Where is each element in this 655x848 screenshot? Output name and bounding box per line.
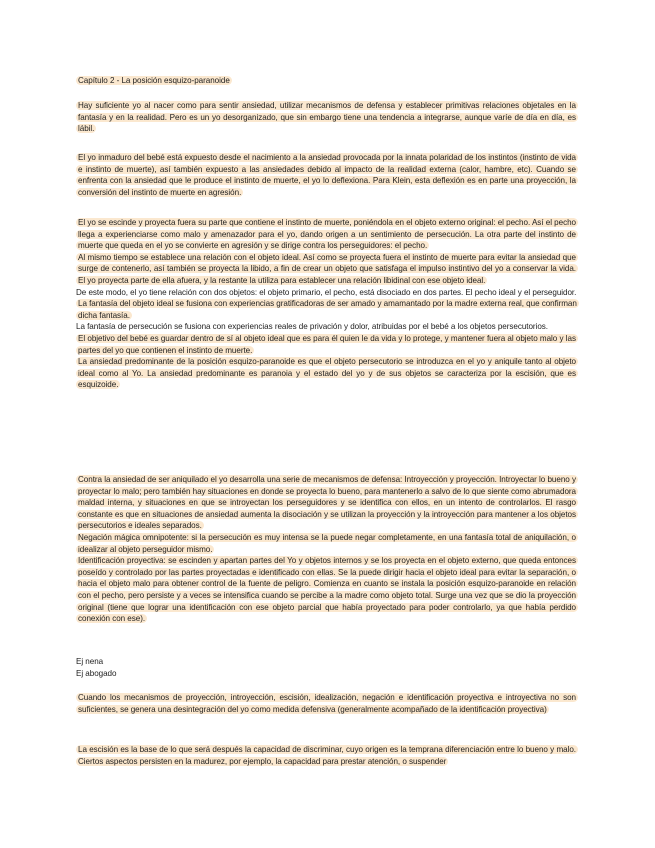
- chapter-heading: [76, 75, 578, 87]
- paragraph-group-3: [76, 217, 578, 391]
- paragraph-text: Hay suficiente yo al nacer como para sentir ansiedad, utilizar mecanismos de defensa y establecer primitivas relaciones objetales en la fantasía y en la realidad. Pero es un yo desorganizado, que sin embargo tiene una tendencia a integrarse, aunque varíe de día en día, es lábil.: [78, 101, 576, 134]
- example-item: Ej nena: [76, 657, 104, 666]
- paragraph-6: [76, 692, 578, 715]
- paragraph-text: La ansiedad predominante de la posición esquizo-paranoide es que el objeto persecutorio se introduzca en el yo y aniquile tanto al objeto ideal como al Yo. La ansiedad predominante es paranoia y el estado del yo y de sus objetos se caracteriza por la escisión, que es esquizoide.: [78, 357, 576, 390]
- paragraph-text: Al mismo tiempo se establece una relación con el objeto ideal. Así como se proyecta fuera el instinto de muerte para evitar la ansiedad que surge de contenerlo, así también se proyecta la libido, a fin de crear un objeto que satisfaga el impulso instintivo del yo a conservar la vida. El yo proyecta parte de ella afuera, y la restante la utiliza para establecer una relación libidinal con ese objeto ideal.: [78, 252, 576, 285]
- chapter-title: Capítulo 2 - La posición esquizo-paranoide: [78, 76, 230, 85]
- paragraph-text: Negación mágica omnipotente: si la persecución es muy intensa se la puede negar completamente, en una fantasía total de aniquilación, o idealizar al objeto perseguidor mismo.: [78, 532, 576, 554]
- paragraph-text: La escisión es la base de lo que será después la capacidad de discriminar, cuyo origen es la temprana diferenciación entre lo bueno y malo. Ciertos aspectos persisten en la madurez, por ejemplo, la capacidad para prestar atención, o suspender: [78, 745, 576, 766]
- paragraph-1: [76, 100, 578, 135]
- paragraph-text: Contra la ansiedad de ser aniquilado el yo desarrolla una serie de mecanismos de defensa: Introyección y proyección. Introyectar lo bueno y proyectar lo malo; pero también hay situaciones en donde se proyecta lo bueno, para mantenerlo a salvo de lo que siente como abrumadora maldad interna, y situaciones en que se introyectan los perseguidores y se identifica con ellos, en un intento de controlarlos. El rasgo constante es que en situaciones de ansiedad aumenta la disociación y se utilizan la proyección y la introyección para mantener a los objetos persecutorios e ideales separados.: [78, 475, 576, 531]
- example-item: Ej abogado: [76, 668, 117, 678]
- paragraph-text: El yo se escinde y proyecta fuera su parte que contiene el instinto de muerte, poniéndola en el objeto externo original: el pecho. Así el pecho llega a experienciarse como malo y amenazador para el yo, dando origen a un sentimiento de persecución. La otra parte del instinto de muerte que queda en el yo se convierte en agresión y se dirige contra los perseguidores: el pecho.: [78, 218, 576, 251]
- paragraph-7: [76, 744, 578, 767]
- paragraph-2: [76, 152, 578, 198]
- paragraph-text: El objetivo del bebé es guardar dentro de sí al objeto ideal que es para él quien le da vida y lo protege, y mantener fuera al objeto malo y las partes del yo que contienen el instinto de muerte.: [78, 333, 576, 355]
- paragraph-text: La fantasía de persecución se fusiona con experiencias reales de privación y dolor, atribuidas por el bebé a los objetos persecutorios.: [76, 322, 548, 332]
- examples-list: [76, 656, 578, 679]
- paragraph-text: Identificación proyectiva: se escinden y apartan partes del Yo y objetos internos y se los proyecta en el objeto externo, que queda entonces poseído y controlado por las partes proyectadas e identificado con ellas. Se la puede dirigir hacia el objeto ideal para evitar la separación, o hacia el objeto malo para obtener control de la fuente de peligro. Comienza en cuanto se instala la posición esquizo-paranoide en relación con el pecho, pero persiste y a veces se intensifica cuando se percibe a la madre como objeto total. Surge una vez que se dio la proyección original (tiene que lograr una identificación con ese objeto parcial que había proyectado para poder controlarlo, ya que había perdido conexión con ese).: [78, 556, 576, 624]
- paragraph-text: La fantasía del objeto ideal se fusiona con experiencias gratificadoras de ser amado y amamantado por la madre externa real, que confirman dicha fantasía.: [78, 299, 577, 320]
- paragraph-text: Cuando los mecanismos de proyección, introyección, escisión, idealización, negación e identificación proyectiva e introyectiva no son suficientes, se genera una desintegración del yo como medida defensiva (generalmente acompañado de la identificación proyectiva): [78, 693, 576, 714]
- paragraph-group-4: [76, 474, 578, 625]
- paragraph-text: El yo inmaduro del bebé está expuesto desde el nacimiento a la ansiedad provocada por la innata polaridad de los instintos (instinto de vida e instinto de muerte), así también expuesto a las ansiedades debido al impacto de la realidad externa (calor, hambre, etc). Cuando se enfrenta con la ansiedad que le produce el instinto de muerte, el yo lo deflexiona. Para Klein, esta deflexión es en parte una proyección, la conversión del instinto de muerte en agresión.: [78, 153, 576, 197]
- paragraph-text: De este modo, el yo tiene relación con dos objetos: el objeto primario, el pecho, está disociado en dos partes. El pecho ideal y el perseguidor.: [76, 287, 577, 297]
